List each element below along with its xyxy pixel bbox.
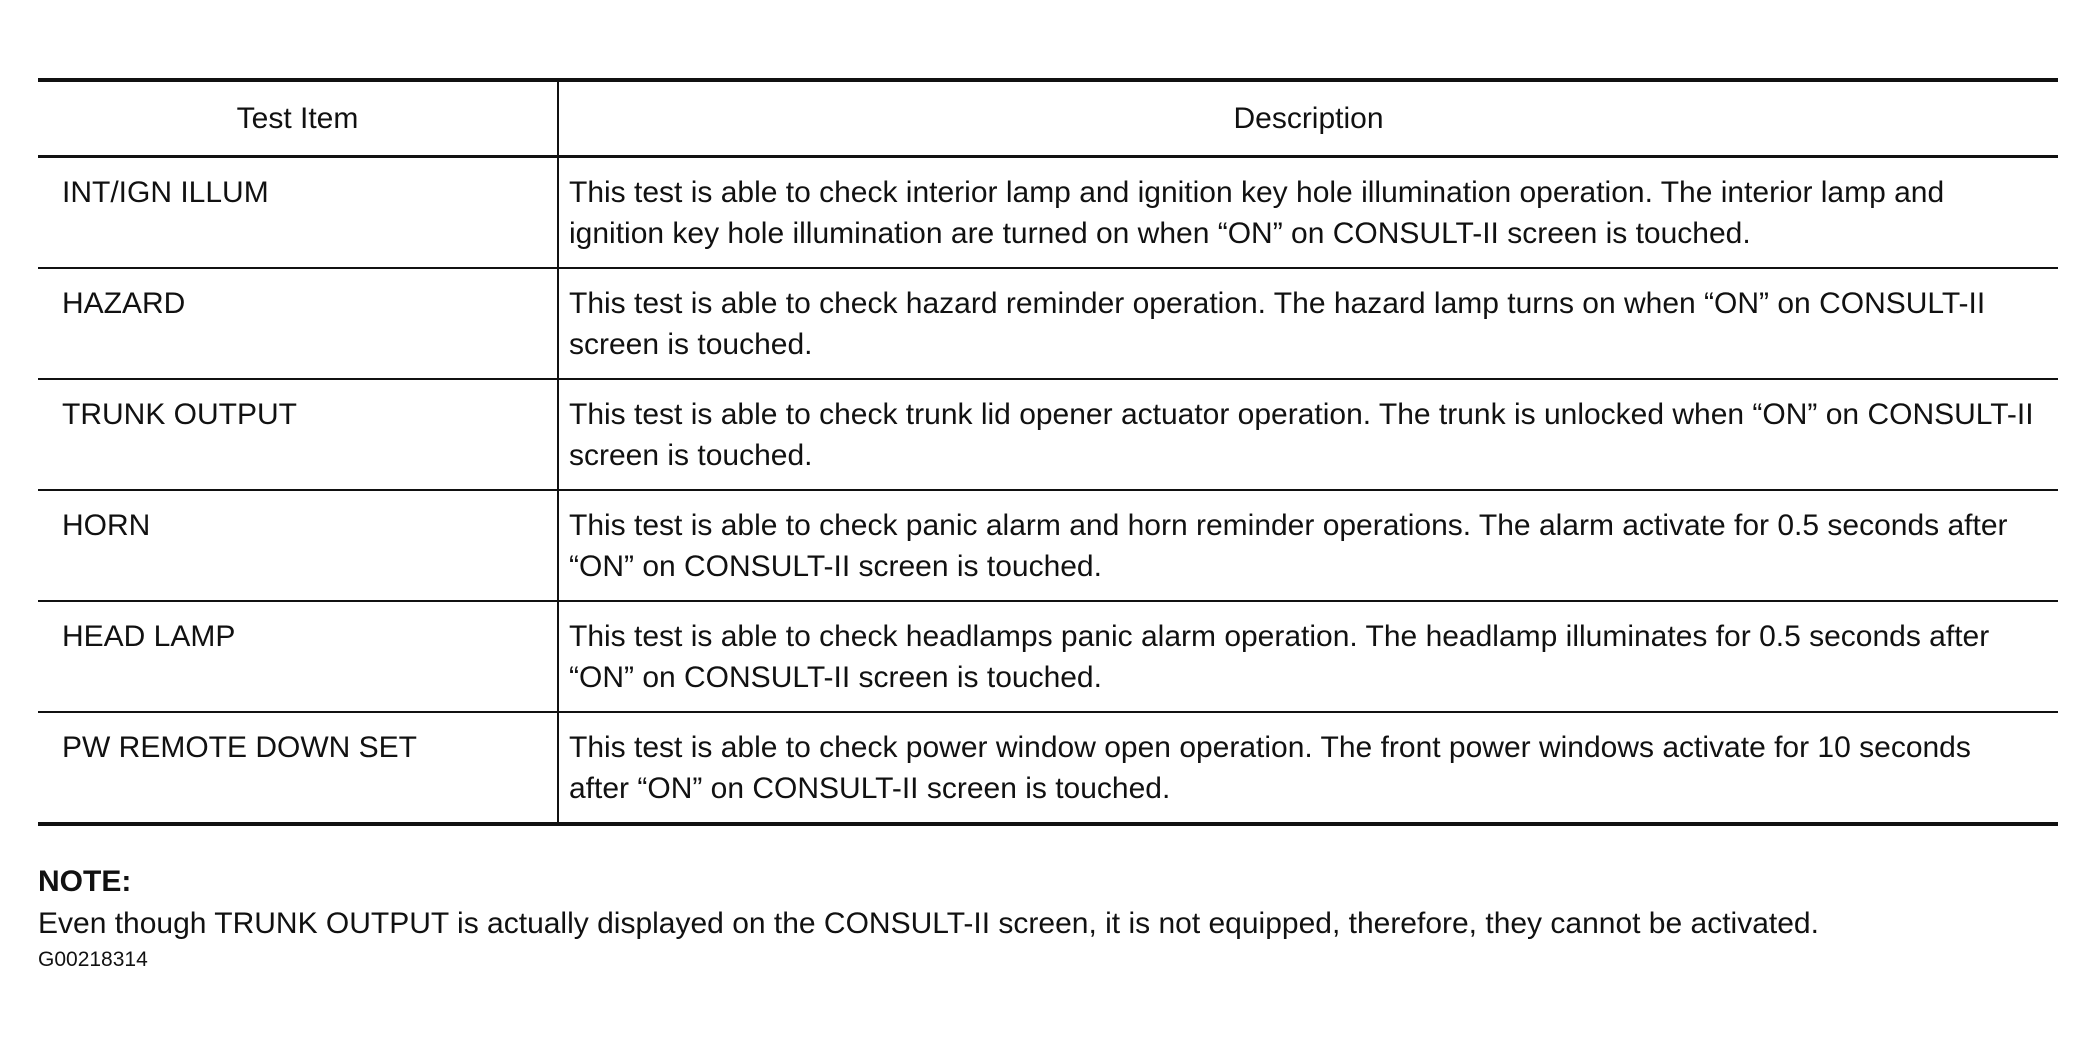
active-test-table <box>38 78 2058 826</box>
description-cell: This test is able to check trunk lid opener actuator operation. The trunk is unlocked when “ON” on CONSULT-II screen is touched. <box>569 398 2034 472</box>
description-cell: This test is able to check panic alarm and horn reminder operations. The alarm activate for 0.5 seconds after “ON” on CONSULT-II screen is touched. <box>569 509 2008 583</box>
table-row <box>38 157 2058 269</box>
test-item-cell: HAZARD <box>38 268 558 379</box>
note-block <box>38 862 2068 974</box>
table-row <box>38 601 2058 712</box>
description-cell: This test is able to check power window open operation. The front power windows activate for 10 seconds after “ON” on CONSULT-II screen is touched. <box>569 731 1971 805</box>
table-row <box>38 712 2058 824</box>
header-description: Description <box>1233 101 1384 135</box>
header-test-item: Test Item <box>38 80 558 157</box>
description-cell: This test is able to check interior lamp and ignition key hole illumination operation. The interior lamp and ignition key hole illumination are turned on when “ON” on CONSULT-II screen is touched. <box>569 176 1945 250</box>
table-row <box>38 490 2058 601</box>
description-cell: This test is able to check hazard reminder operation. The hazard lamp turns on when “ON” on CONSULT-II screen is touched. <box>569 287 1986 361</box>
description-cell: This test is able to check headlamps panic alarm operation. The headlamp illuminates for 0.5 seconds after “ON” on CONSULT-II screen is touched. <box>569 620 1990 694</box>
test-item-cell: INT/IGN ILLUM <box>38 157 558 269</box>
document-code: G00218314 <box>38 948 148 971</box>
test-item-cell: TRUNK OUTPUT <box>38 379 558 490</box>
note-text: Even though TRUNK OUTPUT is actually displayed on the CONSULT-II screen, it is not equipped, therefore, they cannot be activated. <box>38 907 1819 940</box>
note-title: NOTE: <box>38 865 132 898</box>
table-header-row <box>38 80 2058 157</box>
table-row <box>38 268 2058 379</box>
test-item-cell: PW REMOTE DOWN SET <box>38 712 558 824</box>
test-item-cell: HEAD LAMP <box>38 601 558 712</box>
table-row <box>38 379 2058 490</box>
test-item-cell: HORN <box>38 490 558 601</box>
